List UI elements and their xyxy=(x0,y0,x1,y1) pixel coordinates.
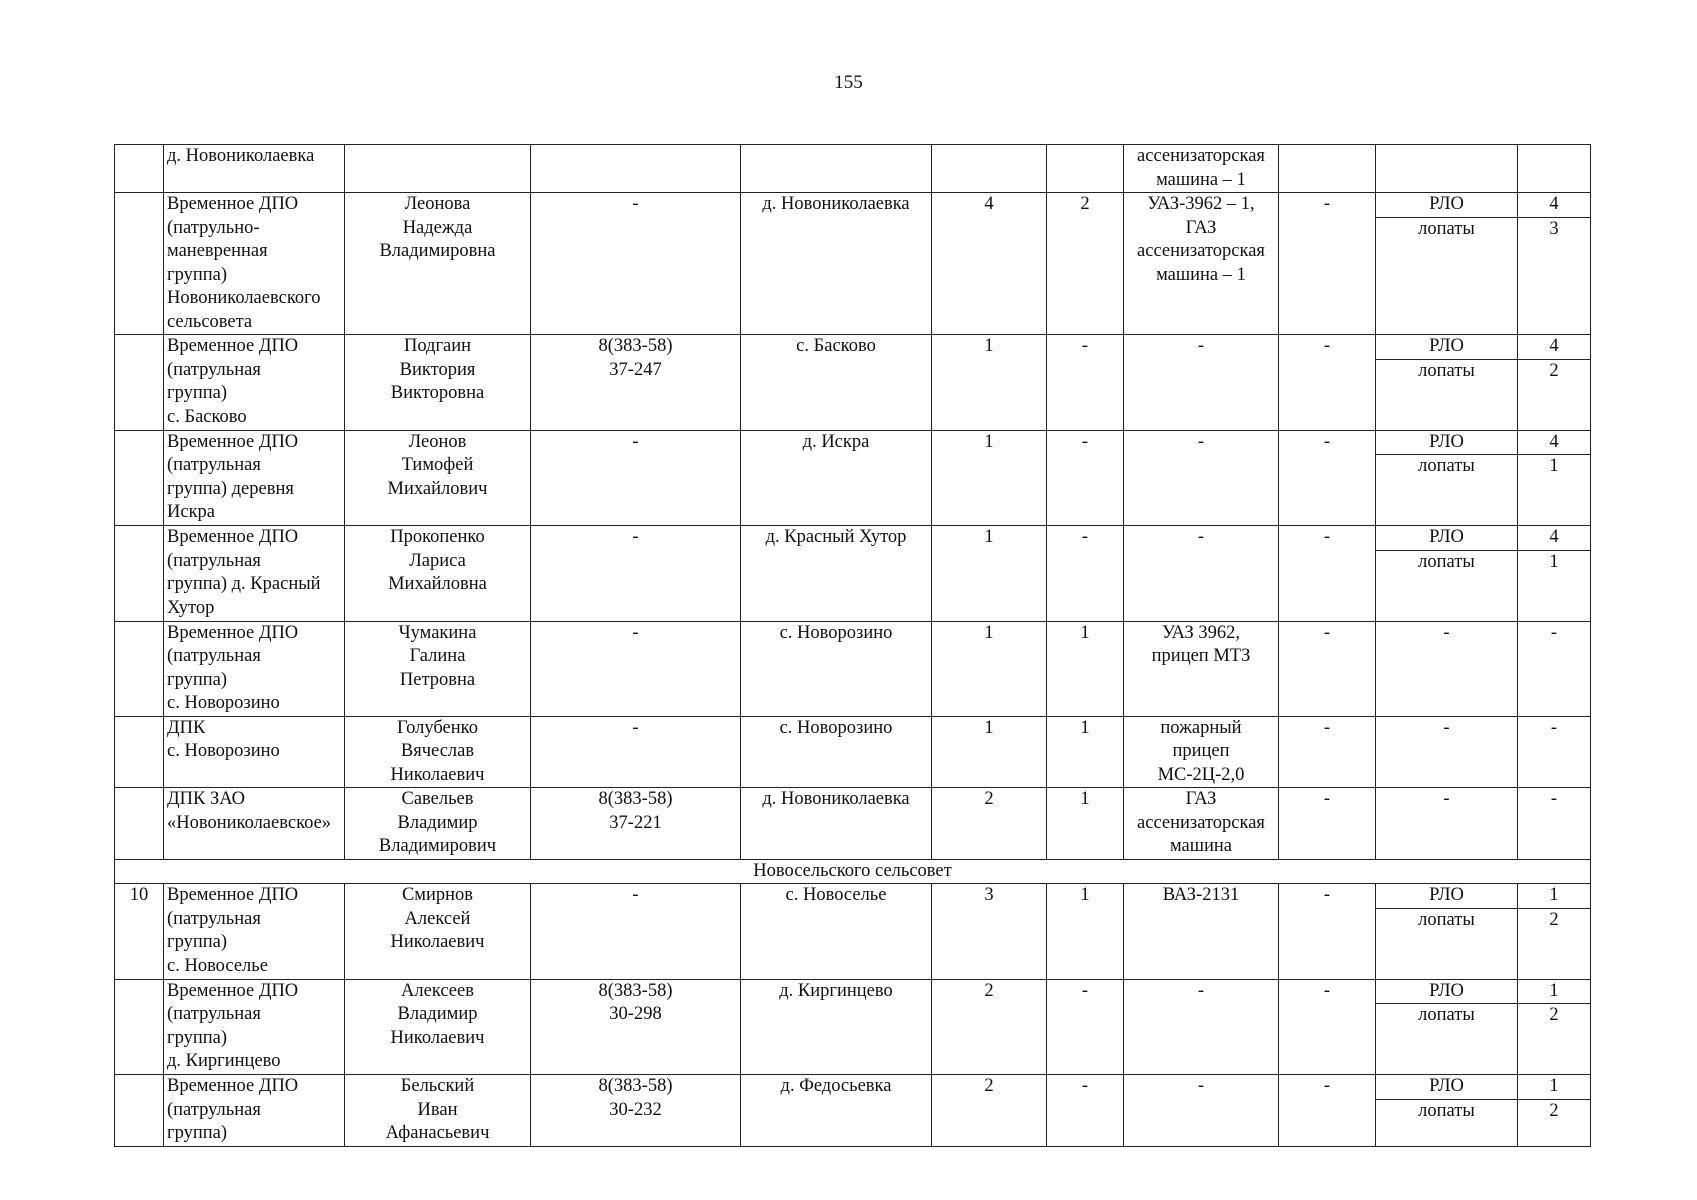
technique xyxy=(1124,145,1279,193)
cell-line: 8(383-58) xyxy=(598,336,673,356)
resource-name: лопаты xyxy=(1376,550,1518,621)
cell-line: д. Новониколаевка xyxy=(167,146,315,166)
cell-line: Лариса xyxy=(409,550,466,571)
cell-line: с. Новоселье xyxy=(167,955,268,976)
technique xyxy=(1124,193,1279,335)
cell-line: Временное ДПО xyxy=(167,885,299,905)
technique xyxy=(1124,716,1279,788)
location xyxy=(741,193,932,335)
head-name xyxy=(345,526,531,622)
cell-line: Владимирович xyxy=(378,836,497,856)
cell-line: 37-221 xyxy=(609,812,662,833)
unit-count: - xyxy=(1047,1075,1124,1147)
cell-line: Савельев xyxy=(401,789,474,809)
cell-line: ГАЗ xyxy=(1185,217,1217,238)
resource-name: РЛО xyxy=(1376,1075,1518,1100)
unit-count: 2 xyxy=(1047,193,1124,335)
cell-line: Николаевич xyxy=(390,764,485,785)
cell-line: пожарный xyxy=(1160,717,1242,738)
table-row xyxy=(115,716,1591,788)
location xyxy=(741,145,932,193)
row-number xyxy=(115,621,164,716)
cell-line: - xyxy=(632,527,639,547)
cell-line: Временное ДПО xyxy=(167,622,299,643)
cell-line: Подгаин xyxy=(403,336,472,356)
section-row xyxy=(115,859,1591,884)
head-name xyxy=(345,788,531,860)
resource-name xyxy=(1376,145,1518,193)
cell-line: Алексеев xyxy=(401,980,474,1001)
cell-line: (патрульно- xyxy=(167,217,260,238)
resource-name: РЛО xyxy=(1376,884,1518,909)
table-body xyxy=(115,145,1591,1147)
resource-qty: 2 xyxy=(1518,359,1591,430)
cell-line: маневренная xyxy=(167,241,268,261)
unit-count: - xyxy=(1047,430,1124,526)
resource-qty: 3 xyxy=(1518,217,1591,334)
cell-line: Михайлович xyxy=(387,478,488,499)
cell-line: сельсовета xyxy=(167,311,253,332)
cell-line: ассенизаторская xyxy=(1137,146,1265,166)
head-name xyxy=(345,335,531,431)
cell-line: Владимир xyxy=(397,1004,478,1024)
cell-line: д. Новониколаевка xyxy=(762,194,910,214)
cell-line: с. Новорозино xyxy=(779,622,893,643)
cell-line: Временное ДПО xyxy=(167,336,299,356)
unit-count: - xyxy=(1047,526,1124,622)
cell-line: ДПК ЗАО xyxy=(167,789,246,809)
cell-line: Искра xyxy=(167,502,216,522)
cell-line: - xyxy=(632,885,639,905)
resource-qty: 1 xyxy=(1518,979,1591,1004)
other: - xyxy=(1279,1075,1376,1147)
phone xyxy=(531,193,741,335)
resource-qty: - xyxy=(1518,716,1591,788)
technique xyxy=(1124,979,1279,1075)
table-row xyxy=(115,145,1591,193)
unit-count: - xyxy=(1047,335,1124,431)
resource-qty: 1 xyxy=(1518,1075,1591,1100)
cell-line: ГАЗ xyxy=(1185,789,1217,809)
resource-qty: 4 xyxy=(1518,526,1591,551)
resource-name: лопаты xyxy=(1376,908,1518,979)
cell-line: Владимировна xyxy=(379,241,496,261)
technique xyxy=(1124,621,1279,716)
row-number xyxy=(115,526,164,622)
cell-line: 37-247 xyxy=(609,359,662,380)
resource-qty: 2 xyxy=(1518,1004,1591,1075)
page-number: 155 xyxy=(834,72,863,93)
cell-line: - xyxy=(1197,980,1205,1001)
row-number xyxy=(115,788,164,860)
unit-name xyxy=(164,145,345,193)
resource-name: лопаты xyxy=(1376,217,1518,334)
row-number xyxy=(115,145,164,193)
other: - xyxy=(1279,193,1376,335)
cell-line: группа) xyxy=(167,264,228,285)
table-row xyxy=(115,621,1591,716)
cell-line: группа) xyxy=(167,1123,228,1143)
row-number xyxy=(115,193,164,335)
people-count: 1 xyxy=(932,430,1047,526)
table-row xyxy=(115,1075,1591,1100)
cell-line: (патрульная xyxy=(167,455,261,475)
cell-line: Голубенко xyxy=(397,717,478,738)
resource-qty: 1 xyxy=(1518,455,1591,526)
resource-name: РЛО xyxy=(1376,979,1518,1004)
cell-line: группа) xyxy=(167,1027,228,1048)
cell-line: с. Новорозино xyxy=(779,717,893,738)
technique xyxy=(1124,526,1279,622)
other: - xyxy=(1279,430,1376,526)
cell-line: Временное ДПО xyxy=(167,1076,299,1096)
unit-name xyxy=(164,621,345,716)
unit-count xyxy=(1047,145,1124,193)
phone xyxy=(531,526,741,622)
cell-line: машина – 1 xyxy=(1156,169,1246,190)
table-row xyxy=(115,430,1591,455)
cell-line: Иван xyxy=(417,1099,458,1120)
people-count: 3 xyxy=(932,884,1047,980)
cell-line: группа) xyxy=(167,932,228,952)
cell-line: машина – 1 xyxy=(1156,264,1246,285)
head-name xyxy=(345,716,531,788)
cell-line: (патрульная xyxy=(167,550,261,571)
cell-line: д. Новониколаевка xyxy=(762,789,910,809)
cell-line: - xyxy=(632,622,639,643)
resource-name: РЛО xyxy=(1376,335,1518,360)
cell-line: 30-232 xyxy=(609,1099,662,1120)
cell-line: д. Искра xyxy=(802,431,870,452)
unit-count: 1 xyxy=(1047,621,1124,716)
resource-qty: 4 xyxy=(1518,335,1591,360)
head-name xyxy=(345,193,531,335)
unit-count: 1 xyxy=(1047,788,1124,860)
head-name xyxy=(345,1075,531,1147)
people-count: 4 xyxy=(932,193,1047,335)
resource-name: лопаты xyxy=(1376,359,1518,430)
unit-name xyxy=(164,1075,345,1147)
cell-line: (патрульная xyxy=(167,646,261,666)
people-count: 2 xyxy=(932,979,1047,1075)
resource-name: РЛО xyxy=(1376,430,1518,455)
resource-name: РЛО xyxy=(1376,193,1518,218)
resource-qty: 2 xyxy=(1518,1099,1591,1146)
technique xyxy=(1124,884,1279,980)
row-number xyxy=(115,1075,164,1147)
phone xyxy=(531,788,741,860)
cell-line: Петровна xyxy=(399,669,476,690)
cell-line: Чумакина xyxy=(398,622,477,643)
resource-name: - xyxy=(1376,788,1518,860)
cell-line: - xyxy=(1197,336,1205,356)
row-number xyxy=(115,335,164,431)
location xyxy=(741,1075,932,1147)
people-count: 1 xyxy=(932,716,1047,788)
cell-line: (патрульная xyxy=(167,1099,261,1120)
cell-line: с. Басково xyxy=(167,406,247,427)
cell-line: - xyxy=(1197,1076,1205,1096)
head-name xyxy=(345,884,531,980)
cell-line: машина xyxy=(1169,836,1233,856)
resource-qty: 4 xyxy=(1518,193,1591,218)
phone xyxy=(531,979,741,1075)
cell-line: с. Новорозино xyxy=(167,693,280,713)
cell-line: - xyxy=(1197,431,1205,452)
location xyxy=(741,716,932,788)
table-row xyxy=(115,526,1591,551)
technique xyxy=(1124,1075,1279,1147)
cell-line: д. Красный Хутор xyxy=(765,527,907,547)
row-number xyxy=(115,716,164,788)
cell-line: Николаевич xyxy=(390,932,485,952)
head-name xyxy=(345,145,531,193)
people-count: 1 xyxy=(932,335,1047,431)
unit-name xyxy=(164,193,345,335)
other: - xyxy=(1279,526,1376,622)
cell-line: УАЗ 3962, xyxy=(1162,622,1240,643)
cell-line: - xyxy=(632,717,639,738)
row-number xyxy=(115,430,164,526)
unit-name xyxy=(164,716,345,788)
unit-name xyxy=(164,884,345,980)
location xyxy=(741,884,932,980)
cell-line: ассенизаторская xyxy=(1137,812,1265,833)
row-number: 10 xyxy=(115,884,164,980)
cell-line: ассенизаторская xyxy=(1137,241,1265,261)
row-number xyxy=(115,979,164,1075)
cell-line: д. Киргинцево xyxy=(779,980,893,1001)
resource-qty: 1 xyxy=(1518,550,1591,621)
phone xyxy=(531,430,741,526)
technique xyxy=(1124,788,1279,860)
unit-name xyxy=(164,788,345,860)
cell-line: Надежда xyxy=(402,217,473,238)
resource-qty: 4 xyxy=(1518,430,1591,455)
resource-name: РЛО xyxy=(1376,526,1518,551)
unit-name xyxy=(164,526,345,622)
location xyxy=(741,788,932,860)
cell-line: с. Новорозино xyxy=(167,741,280,761)
cell-line: МС-2Ц-2,0 xyxy=(1157,764,1245,785)
cell-line: Смирнов xyxy=(401,885,474,905)
table-row xyxy=(115,193,1591,218)
cell-line: Виктория xyxy=(399,359,476,380)
phone xyxy=(531,1075,741,1147)
cell-line: Тимофей xyxy=(401,455,474,475)
technique xyxy=(1124,430,1279,526)
resource-qty: - xyxy=(1518,621,1591,716)
head-name xyxy=(345,979,531,1075)
other: - xyxy=(1279,716,1376,788)
unit-name xyxy=(164,430,345,526)
phone xyxy=(531,884,741,980)
other: - xyxy=(1279,884,1376,980)
other: - xyxy=(1279,979,1376,1075)
cell-line: Временное ДПО xyxy=(167,431,299,452)
phone xyxy=(531,145,741,193)
head-name xyxy=(345,430,531,526)
cell-line: Бельский xyxy=(400,1076,475,1096)
resource-qty: - xyxy=(1518,788,1591,860)
location xyxy=(741,335,932,431)
technique xyxy=(1124,335,1279,431)
cell-line: 8(383-58) xyxy=(598,980,673,1001)
other xyxy=(1279,145,1376,193)
other: - xyxy=(1279,788,1376,860)
cell-line: д. Киргинцево xyxy=(167,1051,281,1071)
cell-line: группа) д. Красный xyxy=(167,574,321,594)
head-name xyxy=(345,621,531,716)
other: - xyxy=(1279,335,1376,431)
cell-line: Афанасьевич xyxy=(385,1123,490,1143)
cell-line: ДПК xyxy=(167,717,206,738)
cell-line: с. Басково xyxy=(796,336,876,356)
table-row xyxy=(115,788,1591,860)
cell-line: (патрульная xyxy=(167,359,261,380)
cell-line: 8(383-58) xyxy=(598,789,673,809)
location xyxy=(741,526,932,622)
unit-count: - xyxy=(1047,979,1124,1075)
unit-name xyxy=(164,335,345,431)
cell-line: 8(383-58) xyxy=(598,1076,673,1096)
cell-line: Галина xyxy=(409,646,466,666)
location xyxy=(741,430,932,526)
people-count: 2 xyxy=(932,788,1047,860)
fire-units-table xyxy=(114,144,1591,1147)
phone xyxy=(531,716,741,788)
resource-qty: 1 xyxy=(1518,884,1591,909)
people-count: 1 xyxy=(932,526,1047,622)
unit-name xyxy=(164,979,345,1075)
phone xyxy=(531,621,741,716)
cell-line: Временное ДПО xyxy=(167,980,299,1001)
table-row xyxy=(115,884,1591,909)
unit-count: 1 xyxy=(1047,884,1124,980)
cell-line: прицеп МТЗ xyxy=(1151,646,1251,666)
cell-line: - xyxy=(632,431,639,452)
cell-line: Хутор xyxy=(167,597,215,618)
people-count: 1 xyxy=(932,621,1047,716)
cell-line: группа) xyxy=(167,383,228,403)
cell-line: Алексей xyxy=(404,908,471,929)
cell-line: с. Новоселье xyxy=(785,885,887,905)
cell-line: Временное ДПО xyxy=(167,527,299,547)
cell-line: ВАЗ-2131 xyxy=(1162,885,1240,905)
resource-name: лопаты xyxy=(1376,1004,1518,1075)
cell-line: Леонова xyxy=(404,194,471,214)
location xyxy=(741,621,932,716)
cell-line: Викторовна xyxy=(390,383,485,403)
cell-line: прицеп xyxy=(1172,741,1230,761)
cell-line: группа) деревня xyxy=(167,478,294,499)
cell-line: Николаевич xyxy=(390,1027,485,1048)
table-row xyxy=(115,979,1591,1004)
cell-line: Леонов xyxy=(408,431,467,452)
section-title: Новосельского сельсовет xyxy=(115,859,1591,884)
unit-count: 1 xyxy=(1047,716,1124,788)
cell-line: Новониколаевского xyxy=(167,288,321,308)
resource-name: - xyxy=(1376,621,1518,716)
cell-line: - xyxy=(632,194,639,214)
resource-name: - xyxy=(1376,716,1518,788)
cell-line: д. Федосьевка xyxy=(780,1076,892,1096)
cell-line: - xyxy=(1197,527,1205,547)
resource-name: лопаты xyxy=(1376,1099,1518,1146)
resource-qty: 2 xyxy=(1518,908,1591,979)
other: - xyxy=(1279,621,1376,716)
resource-qty xyxy=(1518,145,1591,193)
cell-line: Владимир xyxy=(397,812,478,833)
people-count xyxy=(932,145,1047,193)
people-count: 2 xyxy=(932,1075,1047,1147)
cell-line: (патрульная xyxy=(167,908,261,929)
phone xyxy=(531,335,741,431)
cell-line: Вячеслав xyxy=(400,741,475,761)
cell-line: 30-298 xyxy=(609,1004,662,1024)
cell-line: УАЗ-3962 – 1, xyxy=(1147,194,1255,214)
cell-line: Михайловна xyxy=(388,574,487,594)
location xyxy=(741,979,932,1075)
resource-name: лопаты xyxy=(1376,455,1518,526)
table-row xyxy=(115,335,1591,360)
cell-line: (патрульная xyxy=(167,1004,261,1024)
cell-line: Прокопенко xyxy=(390,527,485,547)
cell-line: «Новониколаевское» xyxy=(167,812,332,833)
cell-line: Временное ДПО xyxy=(167,194,299,214)
cell-line: группа) xyxy=(167,669,228,690)
